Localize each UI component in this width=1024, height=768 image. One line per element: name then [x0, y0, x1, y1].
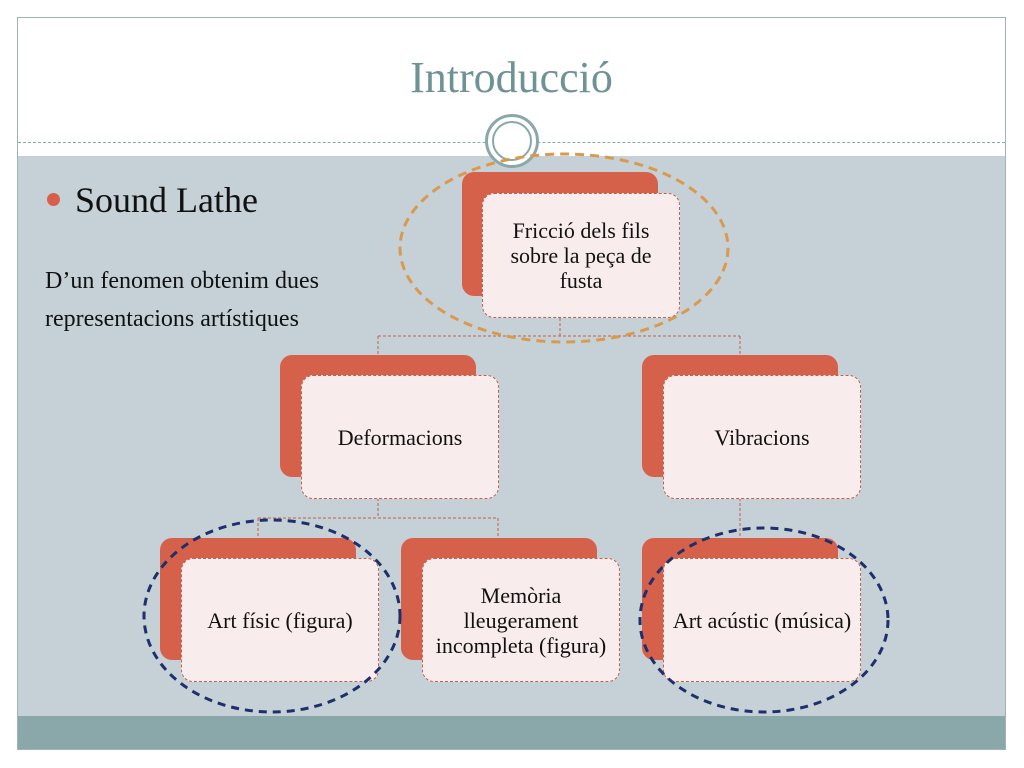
- art-fisic-label: Art físic (figura): [207, 607, 353, 633]
- memoria-label: Memòria lleugerament incompleta (figura): [435, 582, 607, 658]
- art-acustic-label: Art acústic (música): [672, 607, 852, 633]
- slide-title: Introducció: [410, 53, 613, 102]
- deformacions-label: Deformacions: [337, 424, 463, 450]
- vibracions-label: Vibracions: [714, 424, 810, 450]
- art-acustic-highlight-ellipse: [640, 528, 888, 712]
- bullet-text: Sound Lathe: [75, 180, 258, 220]
- intro-paragraph: D’un fenomen obtenim dues representacions artístiques: [45, 268, 319, 332]
- root-highlight-ellipse: [400, 154, 728, 342]
- art-fisic-highlight-ellipse: [144, 520, 400, 712]
- root-node-label: Fricció dels fils sobre la peça de fusta: [510, 218, 652, 293]
